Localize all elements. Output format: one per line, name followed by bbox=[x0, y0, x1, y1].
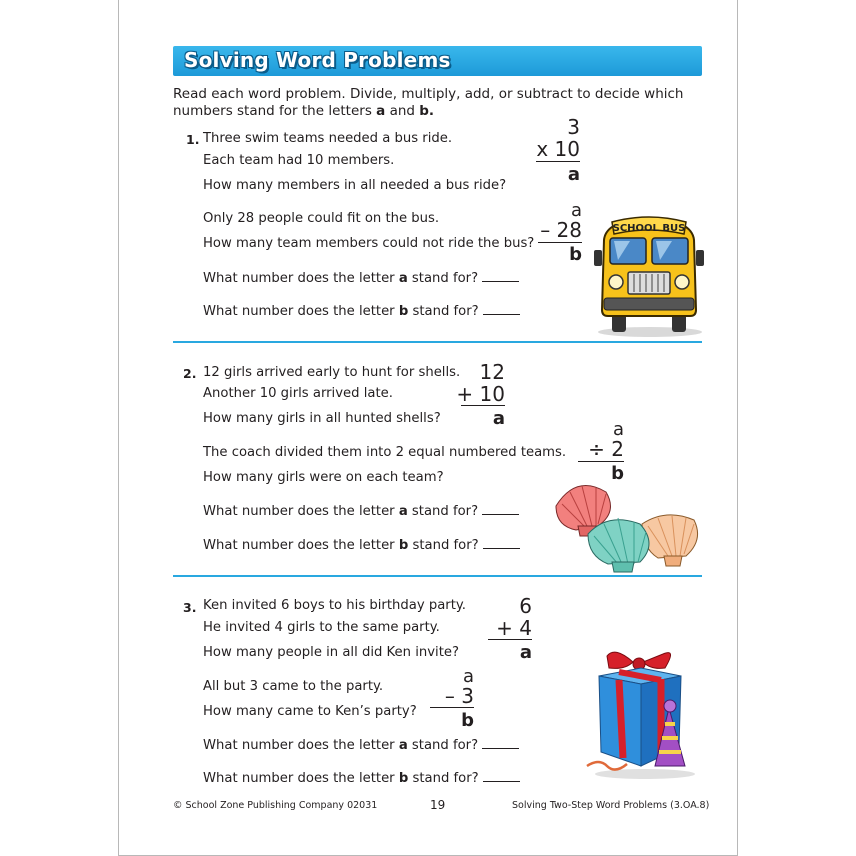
seashells-icon bbox=[548, 478, 704, 574]
instructions bbox=[173, 86, 703, 120]
problem-line: Each team had 10 members. bbox=[203, 153, 395, 168]
math-underline bbox=[488, 639, 532, 640]
bus-sign: SCHOOL BUS bbox=[612, 223, 686, 234]
answer-blank[interactable] bbox=[483, 537, 520, 549]
math-underline bbox=[430, 707, 474, 708]
math-underline bbox=[578, 461, 624, 462]
problem-line: How many girls were on each team? bbox=[203, 470, 444, 485]
instructions-line-2 bbox=[173, 103, 703, 120]
question-text: stand for? bbox=[408, 304, 479, 319]
math-result: a bbox=[567, 164, 580, 185]
instructions-var-a: a bbox=[376, 103, 386, 119]
math-operation: – 3 bbox=[444, 684, 474, 708]
math-top: 12 bbox=[479, 360, 505, 384]
answer-blank[interactable] bbox=[482, 737, 519, 749]
math-operation: ÷ 2 bbox=[588, 437, 624, 461]
math-underline bbox=[536, 161, 580, 162]
instructions-line-1: Read each word problem. Divide, multiply, add, or subtract to decide which bbox=[173, 86, 684, 102]
footer-copyright: © School Zone Publishing Company 02031 bbox=[173, 800, 378, 811]
section-divider bbox=[173, 575, 702, 577]
problem-line: How many came to Ken’s party? bbox=[203, 704, 417, 719]
title-banner bbox=[173, 46, 702, 76]
instructions-var-b: b. bbox=[419, 103, 435, 119]
question-a bbox=[203, 503, 519, 519]
math-operation: – 28 bbox=[540, 218, 582, 242]
math-top: a bbox=[462, 666, 474, 687]
page-number: 19 bbox=[430, 798, 446, 812]
instructions-and: and bbox=[385, 103, 420, 119]
problem-line: He invited 4 girls to the same party. bbox=[203, 620, 440, 635]
question-text: What number does the letter bbox=[203, 504, 399, 519]
math-operation: + 10 bbox=[456, 382, 505, 406]
question-a bbox=[203, 270, 519, 286]
var-b: b bbox=[398, 538, 409, 553]
problem-line: How many team members could not ride the bus? bbox=[203, 236, 535, 251]
question-text: stand for? bbox=[408, 538, 479, 553]
problem-line: 12 girls arrived early to hunt for shells. bbox=[203, 365, 461, 380]
footer-topic: Solving Two-Step Word Problems (3.OA.8) bbox=[512, 800, 710, 811]
page-title: Solving Word Problems bbox=[184, 48, 451, 72]
problem-line: How many members in all needed a bus ride? bbox=[203, 178, 507, 193]
problem-number: 2. bbox=[183, 366, 197, 381]
problem-number: 1. bbox=[186, 132, 200, 147]
question-text: What number does the letter bbox=[203, 271, 399, 286]
var-a: a bbox=[398, 271, 408, 286]
question-b bbox=[203, 770, 520, 786]
math-top: a bbox=[570, 200, 582, 221]
math-operation: x 10 bbox=[536, 137, 580, 161]
question-text: stand for? bbox=[408, 771, 479, 786]
math-result: b bbox=[461, 710, 474, 731]
question-text: stand for? bbox=[407, 738, 479, 753]
math-result: b bbox=[611, 463, 624, 484]
math-top: 3 bbox=[567, 115, 580, 139]
answer-blank[interactable] bbox=[482, 503, 519, 515]
var-b: b bbox=[398, 304, 409, 319]
section-divider bbox=[173, 341, 702, 343]
question-text: What number does the letter bbox=[203, 304, 399, 319]
problem-line: How many people in all did Ken invite? bbox=[203, 645, 459, 660]
question-b bbox=[203, 303, 520, 319]
question-a bbox=[203, 737, 519, 753]
question-text: stand for? bbox=[407, 504, 479, 519]
question-text: stand for? bbox=[407, 271, 479, 286]
question-b bbox=[203, 537, 520, 553]
math-operation: + 4 bbox=[496, 616, 532, 640]
math-underline bbox=[461, 405, 505, 406]
answer-blank[interactable] bbox=[483, 303, 520, 315]
problem-line: Three swim teams needed a bus ride. bbox=[203, 131, 453, 146]
math-result: a bbox=[519, 642, 532, 663]
instructions-text: numbers stand for the letters bbox=[173, 103, 377, 119]
var-a: a bbox=[398, 738, 408, 753]
math-result: a bbox=[492, 408, 505, 429]
question-text: What number does the letter bbox=[203, 771, 399, 786]
question-text: What number does the letter bbox=[203, 538, 399, 553]
problem-number: 3. bbox=[183, 600, 197, 615]
math-top: a bbox=[612, 419, 624, 440]
problem-line: Ken invited 6 boys to his birthday party. bbox=[203, 598, 466, 613]
var-b: b bbox=[398, 771, 409, 786]
math-underline bbox=[538, 242, 582, 243]
school-bus-icon bbox=[590, 210, 708, 338]
problem-line: The coach divided them into 2 equal numbered teams. bbox=[203, 445, 567, 460]
gift-and-party-hat-icon bbox=[585, 648, 705, 782]
problem-line: Another 10 girls arrived late. bbox=[203, 386, 393, 401]
math-top: 6 bbox=[519, 594, 532, 618]
math-result: b bbox=[569, 244, 582, 265]
answer-blank[interactable] bbox=[482, 270, 519, 282]
answer-blank[interactable] bbox=[483, 770, 520, 782]
problem-line: How many girls in all hunted shells? bbox=[203, 411, 441, 426]
problem-line: Only 28 people could fit on the bus. bbox=[203, 211, 440, 226]
var-a: a bbox=[398, 504, 408, 519]
question-text: What number does the letter bbox=[203, 738, 399, 753]
problem-line: All but 3 came to the party. bbox=[203, 679, 384, 694]
